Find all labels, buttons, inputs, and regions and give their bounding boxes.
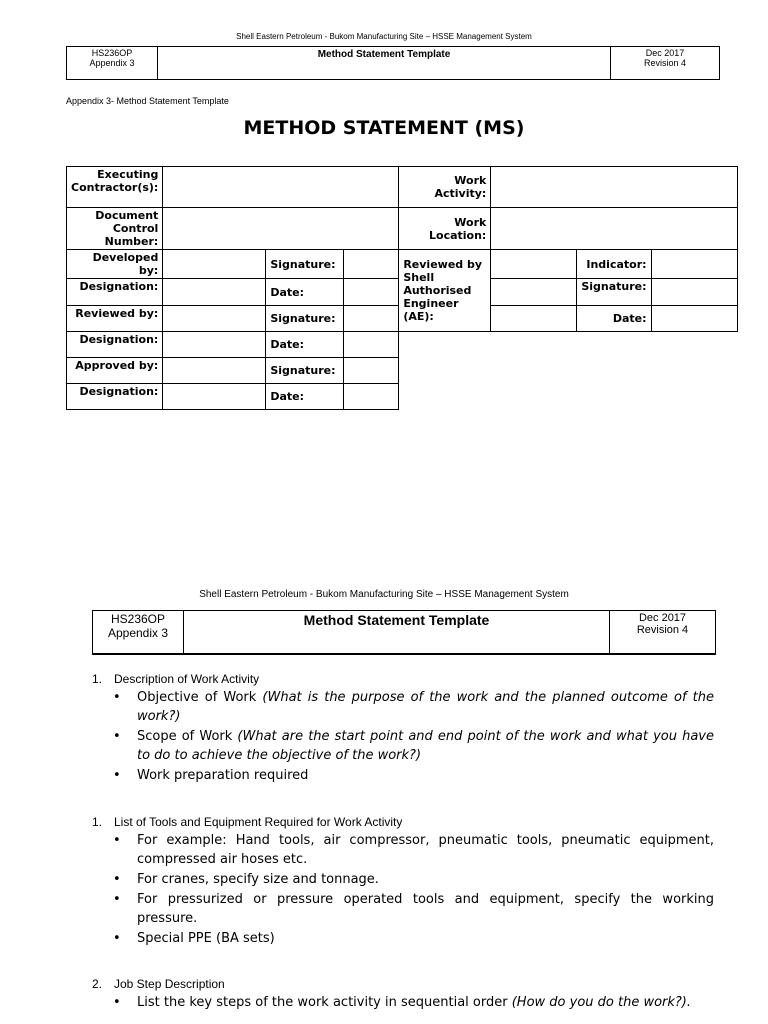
document-control-number-field[interactable] (163, 208, 399, 250)
section-heading (92, 815, 714, 829)
section-title: Description of Work Activity (114, 672, 260, 686)
approved-signature-label: Signature: (266, 358, 344, 384)
developed-by-label: Developed by: (67, 250, 163, 279)
doc-appendix-2: Appendix 3 (107, 626, 169, 640)
reviewed-date-label: Date: (266, 332, 344, 358)
section-work-description (92, 672, 714, 786)
developed-date-label: Date: (266, 279, 344, 306)
doc-code-cell-2 (93, 611, 184, 655)
section-number: 2. (92, 977, 103, 991)
list-item: • Scope of Work (What are the start point and end point of the work and what you have to do to achieve the objective of the work?) (113, 729, 714, 763)
reviewed-date-field[interactable] (344, 332, 399, 358)
doc-date-2: Dec 2017 (638, 612, 687, 624)
reviewed-signature-label: Signature: (266, 306, 344, 332)
reviewed-signature-field[interactable] (344, 306, 399, 332)
section-heading (92, 672, 714, 686)
developed-by-field[interactable] (163, 250, 266, 279)
section-number: 1. (92, 672, 103, 686)
designation-label: Designation: (67, 332, 163, 358)
list-item: • For example: Hand tools, air compressor, pneumatic tools, pneumatic equipment, compressed air hoses etc. (113, 833, 714, 867)
approved-by-field[interactable] (163, 358, 266, 384)
shell-date-field[interactable] (651, 306, 737, 332)
indicator-field[interactable] (651, 250, 737, 279)
list-item: • List the key steps of the work activity in sequential order (How do you do the work?). (113, 995, 692, 1010)
approved-date-field[interactable] (344, 384, 399, 410)
work-activity-label: Work Activity: (399, 167, 491, 208)
doc-revision-cell-2 (610, 611, 716, 655)
shell-reviewer-field-2[interactable] (491, 279, 577, 306)
doc-code-2: HS236OP (110, 612, 166, 626)
list-item: • Objective of Work (What is the purpose of the work and the planned outcome of the work?) (113, 690, 714, 724)
page-title: METHOD STATEMENT (MS) (243, 117, 525, 139)
section-tools-equipment (92, 815, 714, 949)
doc-revision: Revision 4 (643, 58, 687, 68)
work-location-field[interactable] (491, 208, 737, 250)
designation-label: Designation: (67, 279, 163, 306)
page-header-line: Shell Eastern Petroleum - Bukom Manufacturing Site – HSSE Management System (236, 32, 532, 41)
section-title: Job Step Description (114, 977, 225, 991)
list-item: • Special PPE (BA sets) (113, 931, 275, 946)
work-activity-field[interactable] (491, 167, 737, 208)
reviewed-designation-field[interactable] (163, 332, 266, 358)
shell-date-label: Date: (577, 306, 651, 332)
section-job-steps (92, 977, 714, 1013)
doc-title: Method Statement Template (158, 47, 611, 80)
section-number: 1. (92, 815, 103, 829)
list-item: • For cranes, specify size and tonnage. (113, 872, 379, 887)
work-location-label: Work Location: (399, 208, 491, 250)
document-header-table (66, 46, 720, 80)
reviewed-by-label: Reviewed by: (67, 306, 163, 332)
section-title: List of Tools and Equipment Required for Work Activity (114, 815, 403, 829)
approved-by-label: Approved by: (67, 358, 163, 384)
reviewed-by-field[interactable] (163, 306, 266, 332)
shell-signature-field[interactable] (651, 279, 737, 306)
doc-code-cell (67, 47, 158, 80)
appendix-caption: Appendix 3- Method Statement Template (66, 96, 229, 106)
doc-title-2: Method Statement Template (184, 611, 610, 655)
developed-designation-field[interactable] (163, 279, 266, 306)
developed-signature-field[interactable] (344, 250, 399, 279)
developed-signature-label: Signature: (266, 250, 344, 279)
executing-contractor-field[interactable] (163, 167, 399, 208)
document-header-table-2 (92, 610, 716, 655)
doc-revision-2: Revision 4 (636, 624, 689, 636)
list-item: • Work preparation required (113, 768, 309, 783)
approved-signature-field[interactable] (344, 358, 399, 384)
doc-appendix: Appendix 3 (89, 58, 135, 68)
approved-designation-field[interactable] (163, 384, 266, 410)
doc-code: HS236OP (91, 48, 133, 58)
page-header-line-2: Shell Eastern Petroleum - Bukom Manufacturing Site – HSSE Management System (199, 589, 569, 600)
executing-contractor-label: Executing Contractor(s): (67, 167, 163, 208)
doc-date: Dec 2017 (645, 48, 685, 58)
method-statement-form (66, 166, 738, 410)
indicator-label: Indicator: (577, 250, 651, 279)
document-control-number-label: Document Control Number: (67, 208, 163, 250)
designation-label: Designation: (67, 384, 163, 410)
shell-signature-label: Signature: (577, 279, 651, 306)
reviewed-by-shell-label: Reviewed by Shell Authorised Engineer (AE): (399, 250, 491, 332)
developed-date-field[interactable] (344, 279, 399, 306)
shell-reviewer-field-3[interactable] (491, 306, 577, 332)
doc-revision-cell (611, 47, 720, 80)
section-heading (92, 977, 714, 991)
shell-reviewer-field[interactable] (491, 250, 577, 279)
list-item: • For pressurized or pressure operated tools and equipment, specify the working pressure. (113, 892, 714, 926)
approved-date-label: Date: (266, 384, 344, 410)
